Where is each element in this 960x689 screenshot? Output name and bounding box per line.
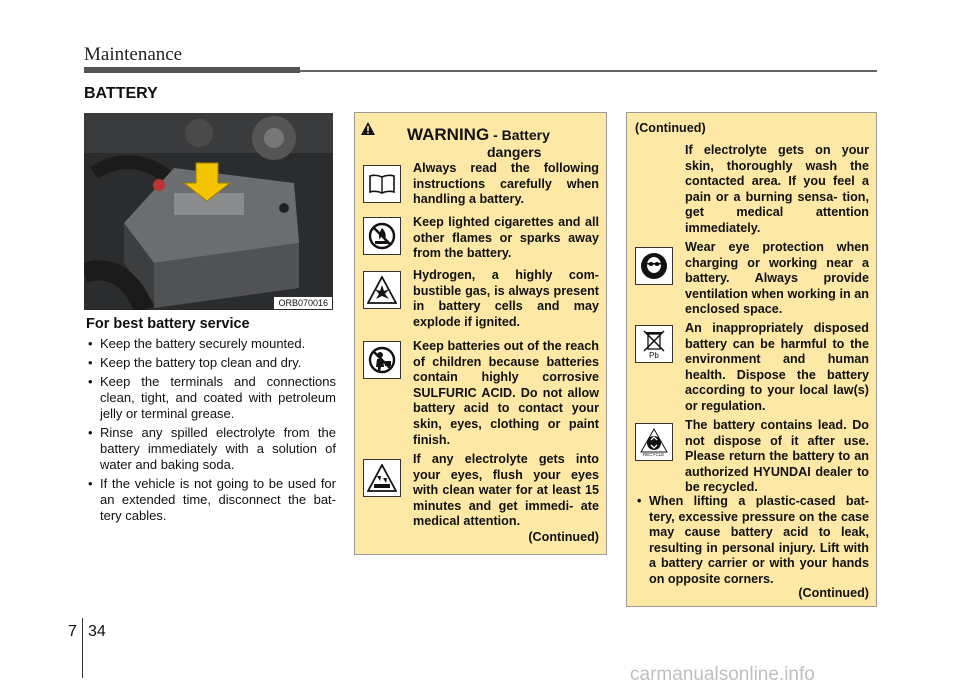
header-rule-thin <box>300 70 877 72</box>
page-title: BATTERY <box>84 85 158 102</box>
warning-triangle-icon <box>361 122 375 135</box>
engine-bay-illustration <box>84 113 333 310</box>
recycle-text: The battery contains lead. Do not dispose of it after use. Please return the battery to an authorized HYUNDAI dealer to be recycled. <box>685 418 869 495</box>
warning-heading <box>407 125 550 145</box>
warning-text-manual: Always read the following instructions carefully when handling a battery. <box>413 161 599 207</box>
eye-protection-text: Wear eye protection when charging or working near a battery. Always provide ventilation when working in an enclosed space. <box>685 240 869 317</box>
keep-children-away-icon <box>363 341 401 379</box>
continued-top-label: (Continued) <box>635 121 706 135</box>
list-item: • Keep the battery securely mounted. <box>86 336 336 352</box>
chapter-number: 7 <box>68 623 77 640</box>
warning-panel <box>354 112 607 555</box>
list-item: • If the vehicle is not going to be used for an extended time, disconnect the bat- tery cables. <box>86 476 336 524</box>
eye-protection-icon <box>635 247 673 285</box>
list-item: • Keep the battery top clean and dry. <box>86 355 336 371</box>
warning-continued: (Continued) <box>528 530 599 544</box>
warning-text-flames: Keep lighted cigarettes and all other flames or sparks away from the battery. <box>413 215 599 261</box>
explosion-icon <box>363 271 401 309</box>
pb-label: Pb <box>649 351 659 359</box>
warning-label: WARNING <box>407 125 490 144</box>
watermark: carmanualsonline.info <box>630 664 815 685</box>
manual-icon <box>363 165 401 203</box>
warning-text-children: Keep batteries out of the reach of children because batteries contain highly corrosive SULFURIC ACID. Do not allow battery acid to contact your skin, eyes, clothing or paint finish. <box>413 339 599 447</box>
best-service-list <box>86 336 336 527</box>
warning-text-hydrogen: Hydrogen, a highly com- bustible gas, is always present in battery cells and may explode if ignited. <box>413 268 599 329</box>
lifting-text: • When lifting a plastic-cased bat- tery, excessive pressure on the case may cause battery acid to leak, resulting in personal injury. Lift with a battery carrier or with your hands on opposite corners. <box>635 494 869 588</box>
warning-subject-a: - Battery <box>493 127 550 143</box>
warning-text-eyes: If any electrolyte gets into your eyes, flush your eyes with clean water for at least 15 minutes and get immedi- ate medical attention. <box>413 452 599 529</box>
page-number: 34 <box>88 623 106 640</box>
skin-text: If electrolyte gets on your skin, thoroughly wash the contacted area. If you feel a pain or a burning sensa- tion, get medical attention immediately. <box>685 143 869 235</box>
no-flame-icon <box>363 217 401 255</box>
recycle-icon <box>635 423 673 461</box>
page-divider <box>82 618 83 678</box>
warning-subject-b: dangers <box>487 144 542 160</box>
best-service-title: For best battery service <box>86 316 250 332</box>
continued-panel <box>626 112 877 607</box>
photo-caption: ORB070016 <box>274 297 332 309</box>
no-dispose-icon <box>635 325 673 363</box>
list-item: • Rinse any spilled electrolyte from the battery immediately with a solution of water and baking soda. <box>86 425 336 473</box>
recycle-label: RECYCLE <box>643 452 665 457</box>
continued-bottom: (Continued) <box>798 586 869 600</box>
acid-icon <box>363 459 401 497</box>
header-rule-thick <box>84 67 300 73</box>
list-item: • Keep the terminals and connections clean, tight, and coated with petroleum jelly or terminal grease. <box>86 374 336 422</box>
battery-photo <box>84 113 333 310</box>
header-section-title: Maintenance <box>84 44 183 65</box>
disposal-text: An inappropriately disposed battery can be harmful to the environment and human health. Dispose the battery according to your local law(s) or regulation. <box>685 321 869 413</box>
